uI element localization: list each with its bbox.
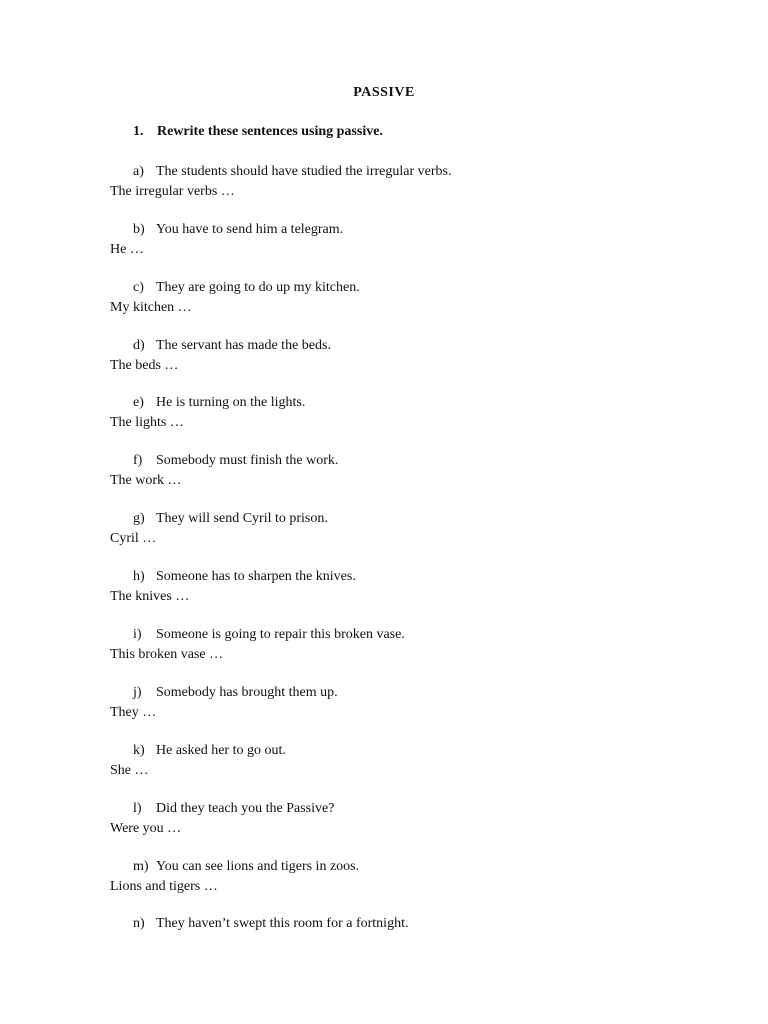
exercise-k	[0, 742, 768, 782]
exercise-question-text: Somebody has brought them up.	[156, 685, 338, 700]
exercise-question	[133, 279, 360, 297]
exercise-question	[133, 452, 338, 470]
exercise-answer-prompt: This broken vase …	[110, 647, 224, 662]
exercise-letter: h)	[133, 569, 145, 584]
exercise-letter: b)	[133, 222, 145, 237]
exercise-question	[133, 163, 451, 181]
exercise-g	[0, 510, 768, 550]
exercise-question-text: Did they teach you the Passive?	[156, 801, 335, 816]
exercise-letter: g)	[133, 511, 145, 526]
exercise-answer-prompt: Were you …	[110, 821, 182, 836]
exercise-question-text: He is turning on the lights.	[156, 395, 306, 410]
exercise-answer-prompt: She …	[110, 763, 149, 778]
exercise-letter: l)	[133, 801, 142, 816]
exercise-answer-prompt: The irregular verbs …	[110, 184, 235, 199]
exercise-letter: c)	[133, 280, 144, 295]
exercise-answer-prompt: The work …	[110, 473, 182, 488]
exercise-l	[0, 800, 768, 840]
exercise-question	[133, 221, 343, 239]
exercise-a	[0, 163, 768, 203]
exercise-answer-prompt: The beds …	[110, 358, 179, 373]
exercise-letter: j)	[133, 685, 142, 700]
exercise-letter: m)	[133, 859, 149, 874]
exercise-question-text: Someone is going to repair this broken vase.	[156, 627, 405, 642]
exercise-question	[133, 626, 405, 644]
exercise-e	[0, 394, 768, 434]
exercise-question	[133, 568, 356, 586]
exercise-n	[0, 915, 768, 955]
instruction-text: Rewrite these sentences using passive.	[157, 124, 383, 139]
exercise-question-text: Somebody must finish the work.	[156, 453, 339, 468]
exercise-question	[133, 915, 408, 933]
exercise-question-text: They are going to do up my kitchen.	[156, 280, 360, 295]
exercise-m	[0, 858, 768, 898]
exercise-question-text: He asked her to go out.	[156, 743, 286, 758]
exercise-h	[0, 568, 768, 608]
exercise-question-text: You have to send him a telegram.	[156, 222, 344, 237]
instruction-number: 1.	[133, 124, 144, 139]
exercise-letter: a)	[133, 164, 144, 179]
exercise-f	[0, 452, 768, 492]
exercise-question	[133, 394, 305, 412]
exercise-question-text: You can see lions and tigers in zoos.	[156, 859, 360, 874]
exercise-question	[133, 858, 359, 876]
exercise-question-text: Someone has to sharpen the knives.	[156, 569, 356, 584]
exercise-letter: i)	[133, 627, 142, 642]
exercise-answer-prompt: He …	[110, 242, 144, 257]
exercise-question-text: The students should have studied the irregular verbs.	[156, 164, 452, 179]
exercise-question-text: They will send Cyril to prison.	[156, 511, 328, 526]
exercise-j	[0, 684, 768, 724]
exercise-question	[133, 337, 331, 355]
exercise-question	[133, 684, 338, 702]
page-title: PASSIVE	[353, 85, 415, 100]
exercise-answer-prompt: Cyril …	[110, 531, 157, 546]
exercise-answer-prompt: The knives …	[110, 589, 190, 604]
exercise-letter: f)	[133, 453, 143, 468]
exercise-question	[133, 800, 334, 818]
exercise-letter: e)	[133, 395, 144, 410]
exercise-b	[0, 221, 768, 261]
exercise-answer-prompt: Lions and tigers …	[110, 879, 218, 894]
exercise-letter: k)	[133, 743, 145, 758]
exercise-answer-prompt: They …	[110, 705, 157, 720]
exercise-letter: n)	[133, 916, 145, 931]
instruction-heading	[133, 124, 383, 140]
exercise-question-text: The servant has made the beds.	[156, 338, 331, 353]
exercise-answer-prompt: The lights …	[110, 415, 184, 430]
exercise-answer-prompt: My kitchen …	[110, 300, 192, 315]
exercise-question	[133, 742, 286, 760]
exercise-d	[0, 337, 768, 377]
exercise-question	[133, 510, 328, 528]
exercise-i	[0, 626, 768, 666]
exercise-c	[0, 279, 768, 319]
exercise-question-text: They haven’t swept this room for a fortnight.	[156, 916, 409, 931]
exercise-letter: d)	[133, 338, 145, 353]
